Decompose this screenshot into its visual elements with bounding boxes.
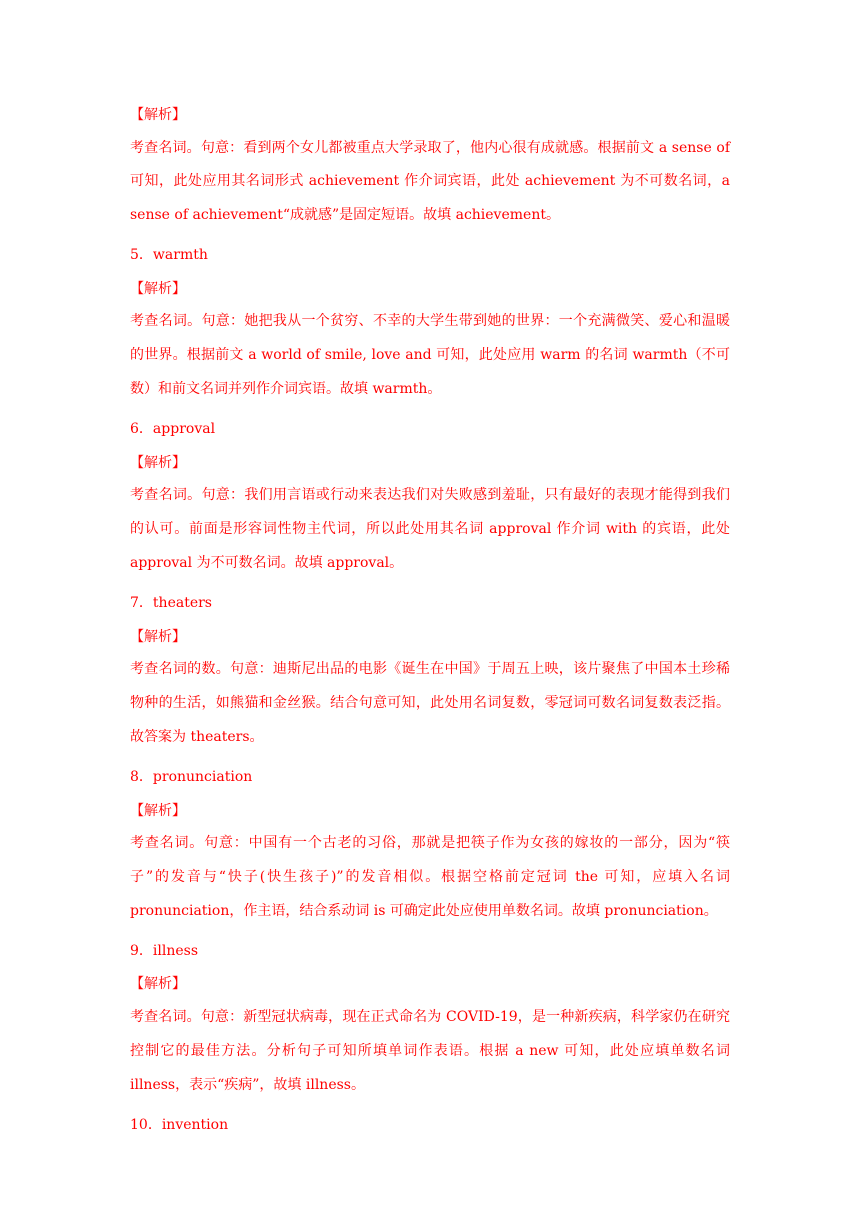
answer-line (130, 1114, 730, 1136)
answer-line (130, 766, 730, 788)
analysis-text: 考查名词的数。句意：迪斯尼出品的电影《诞生在中国》于周五上映，该片聚焦了中国本土珍稀物种的生活，如熊猫和金丝猴。结合句意可知，此处用名词复数，零冠词可数名词复数表泛指。故答案为 theaters。 (130, 661, 730, 745)
answer-word: pronunciation (152, 769, 253, 786)
answer-item (130, 940, 730, 1102)
question-number: 6． (130, 421, 153, 438)
analysis-label: 【解析】 (130, 107, 186, 123)
analysis-text: 考查名词。句意：新型冠状病毒，现在正式命名为 COVID-19，是一种新疾病，科学家仍在研究控制它的最佳方法。分析句子可知所填单词作表语。根据 a new 可知，此处应填单数名词 illness，表示“疾病”，故填 illness。 (130, 1008, 730, 1093)
answer-word: warmth (152, 247, 208, 264)
analysis-label: 【解析】 (130, 628, 186, 645)
analysis-text: 考查名词。句意：中国有一个古老的习俗，那就是把筷子作为女孩的嫁妆的一部分，因为“筷子”的发音与“快子(快生孩子)”的发音相似。根据空格前定冠词 the 可知，应填入名词 pronunciation，作主语，结合系动词 is 可确定此处应使用单数名词。故填 pronunciation。 (130, 835, 730, 919)
answer-item (130, 1114, 730, 1136)
question-number: 9． (130, 942, 153, 959)
analysis-label: 【解析】 (130, 454, 186, 471)
answer-item (130, 244, 730, 406)
answer-item (130, 766, 730, 928)
answer-item (130, 592, 730, 754)
answer-key-content (130, 104, 730, 1147)
question-number: 5． (130, 247, 153, 264)
analysis-label: 【解析】 (130, 280, 186, 297)
answer-item (130, 104, 730, 233)
analysis-text: 考查名词。句意：她把我从一个贫穷、不幸的大学生带到她的世界：一个充满微笑、爱心和温暖的世界。根据前文 a world of smile, love and 可知，此处应用 warm 的名词 warmth（不可数）和前文名词并列作介词宾语。故填 warmth。 (130, 313, 730, 397)
answer-word: theaters (152, 595, 212, 612)
answer-line (130, 244, 730, 266)
answer-line (130, 592, 730, 614)
analysis-text: 考查名词。句意：看到两个女儿都被重点大学录取了，他内心很有成就感。根据前文 a sense of 可知，此处应用其名词形式 achievement 作介词宾语，此处 achievement 为不可数名词，a sense of achievement“成就感”是固定短语。故填 achievement。 (130, 139, 730, 224)
analysis-label: 【解析】 (130, 976, 186, 993)
analysis-label: 【解析】 (130, 802, 186, 819)
answer-line (130, 940, 730, 962)
question-number: 8． (130, 769, 153, 786)
question-number: 7． (130, 595, 153, 612)
answer-item (130, 418, 730, 580)
answer-line (130, 418, 730, 440)
answer-word: approval (152, 421, 216, 438)
answer-word: illness (152, 942, 199, 959)
answer-word: invention (161, 1116, 229, 1133)
question-number: 10． (130, 1116, 162, 1133)
analysis-text: 考查名词。句意：我们用言语或行动来表达我们对失败感到羞耻，只有最好的表现才能得到我们的认可。前面是形容词性物主代词，所以此处用其名词 approval 作介词 with 的宾语，此处 approval 为不可数名词。故填 approval。 (130, 487, 730, 571)
